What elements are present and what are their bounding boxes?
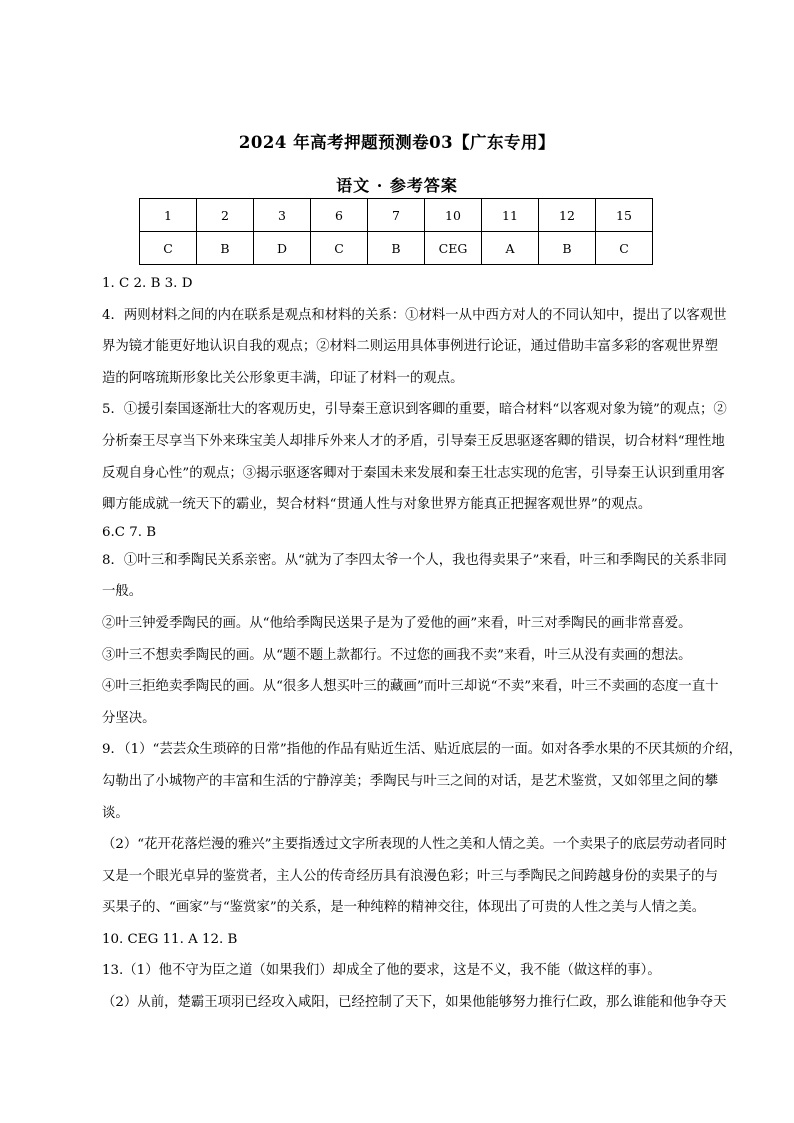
table-cell: 6: [311, 199, 368, 232]
answer-line: ③叶三不想卖季陶民的画。从“题不题上款都行。不过您的画我不卖”来看，叶三从没有卖画的想法。: [102, 647, 692, 663]
answer-line: 分析秦王尽享当下外来珠宝美人却排斥外来人才的矛盾，引导秦王反思驱逐客卿的错误，切合材料“理性地: [102, 433, 725, 449]
question-number-row: [140, 199, 653, 232]
table-cell: C: [596, 232, 653, 265]
table-cell: 12: [539, 199, 596, 232]
table-cell: B: [539, 232, 596, 265]
answer-line: （2）“花开花落烂漫的雅兴”主要指透过文字所表现的人性之美和人情之美。一个卖果子的底层劳动者同时: [102, 837, 727, 853]
table-cell: 15: [596, 199, 653, 232]
answer-line: 5．①援引秦国逐渐壮大的客观历史，引导秦王意识到客卿的重要，暗合材料“以客观对象为镜”的观点；②: [102, 402, 727, 418]
answer-line: 13.（1）他不守为臣之道（如果我们）却成全了他的要求，这是不义，我不能（做这样的事）。: [102, 963, 661, 979]
answer-line: ②叶三钟爱季陶民的画。从“他给季陶民送果子是为了爱他的画”来看，叶三对季陶民的画非常喜爱。: [102, 615, 692, 631]
answer-line: 1. C 2. B 3. D: [102, 276, 193, 291]
table-cell: 3: [254, 199, 311, 232]
answer-line: 6.C 7. B: [102, 524, 157, 540]
answer-line: 分坚决。: [102, 710, 156, 726]
table-cell: 1: [140, 199, 197, 232]
table-cell: CEG: [425, 232, 482, 265]
table-cell: A: [482, 232, 539, 265]
answer-line: 卿方能成就一统天下的霸业，契合材料“贯通人性与对象世界方能真正把握客观世界”的观点。: [102, 497, 652, 513]
document-title: 2024 年高考押题预测卷03【广东专用】: [238, 133, 556, 152]
answer-line: 又是一个眼光卓异的鉴赏者，主人公的传奇经历具有浪漫色彩；叶三与季陶民之间跨越身份的卖果子的与: [102, 868, 718, 884]
answer-line: 造的阿喀琉斯形象比关公形象更丰满，印证了材料一的观点。: [102, 370, 464, 386]
answer-line: 8．①叶三和季陶民关系亲密。从“就为了李四太爷一个人，我也得卖果子”来看，叶三和季陶民的关系非同: [102, 552, 727, 568]
answer-line: 4．两则材料之间的内在联系是观点和材料的关系：①材料一从中西方对人的不同认知中，提出了以客观世: [102, 307, 727, 323]
answer-line: 勾勒出了小城物产的丰富和生活的宁静淳美；季陶民与叶三之间的对话，是艺术鉴赏，又如邻里之间的攀: [102, 773, 718, 789]
answer-row: [140, 232, 653, 265]
answer-line: 谈。: [102, 805, 129, 821]
answer-line: ④叶三拒绝卖季陶民的画。从“很多人想买叶三的藏画”而叶三却说“不卖”来看，叶三不卖画的态度一直十: [102, 679, 719, 695]
table-cell: C: [140, 232, 197, 265]
answer-line: 反观自身心性”的观点；③揭示驱逐客卿对于秦国未来发展和秦王壮志实现的危害，引导秦王认识到重用客: [102, 465, 725, 481]
answer-line: 界为镜才能更好地认识自我的观点；②材料二则运用具体事例进行论证，通过借助丰富多彩的客观世界塑: [102, 339, 718, 355]
table-cell: B: [197, 232, 254, 265]
table-cell: B: [368, 232, 425, 265]
answer-body: [102, 268, 742, 1019]
answer-line: （2）从前，楚霸王项羽已经攻入咸阳，已经控制了天下，如果他能够努力推行仁政，那么谁能和他争夺天: [102, 995, 727, 1011]
table-cell: D: [254, 232, 311, 265]
answer-table: [139, 198, 653, 265]
table-cell: 2: [197, 199, 254, 232]
table-cell: 10: [425, 199, 482, 232]
answer-line: 一般。: [102, 584, 143, 600]
answer-line: 10. CEG 11. A 12. B: [102, 931, 238, 947]
answer-line: 9．（1）“芸芸众生琐碎的日常”指他的作品有贴近生活、贴近底层的一面。如对各季水果的不厌其烦的介绍，: [102, 742, 742, 758]
document-subtitle: 语文 · 参考答案: [336, 176, 458, 195]
table-cell: 11: [482, 199, 539, 232]
table-cell: C: [311, 232, 368, 265]
table-cell: 7: [368, 199, 425, 232]
answer-line: 买果子的、“画家”与“鉴赏家”的关系，是一种纯粹的精神交往，体现出了可贵的人性之美与人情之美。: [102, 900, 706, 916]
